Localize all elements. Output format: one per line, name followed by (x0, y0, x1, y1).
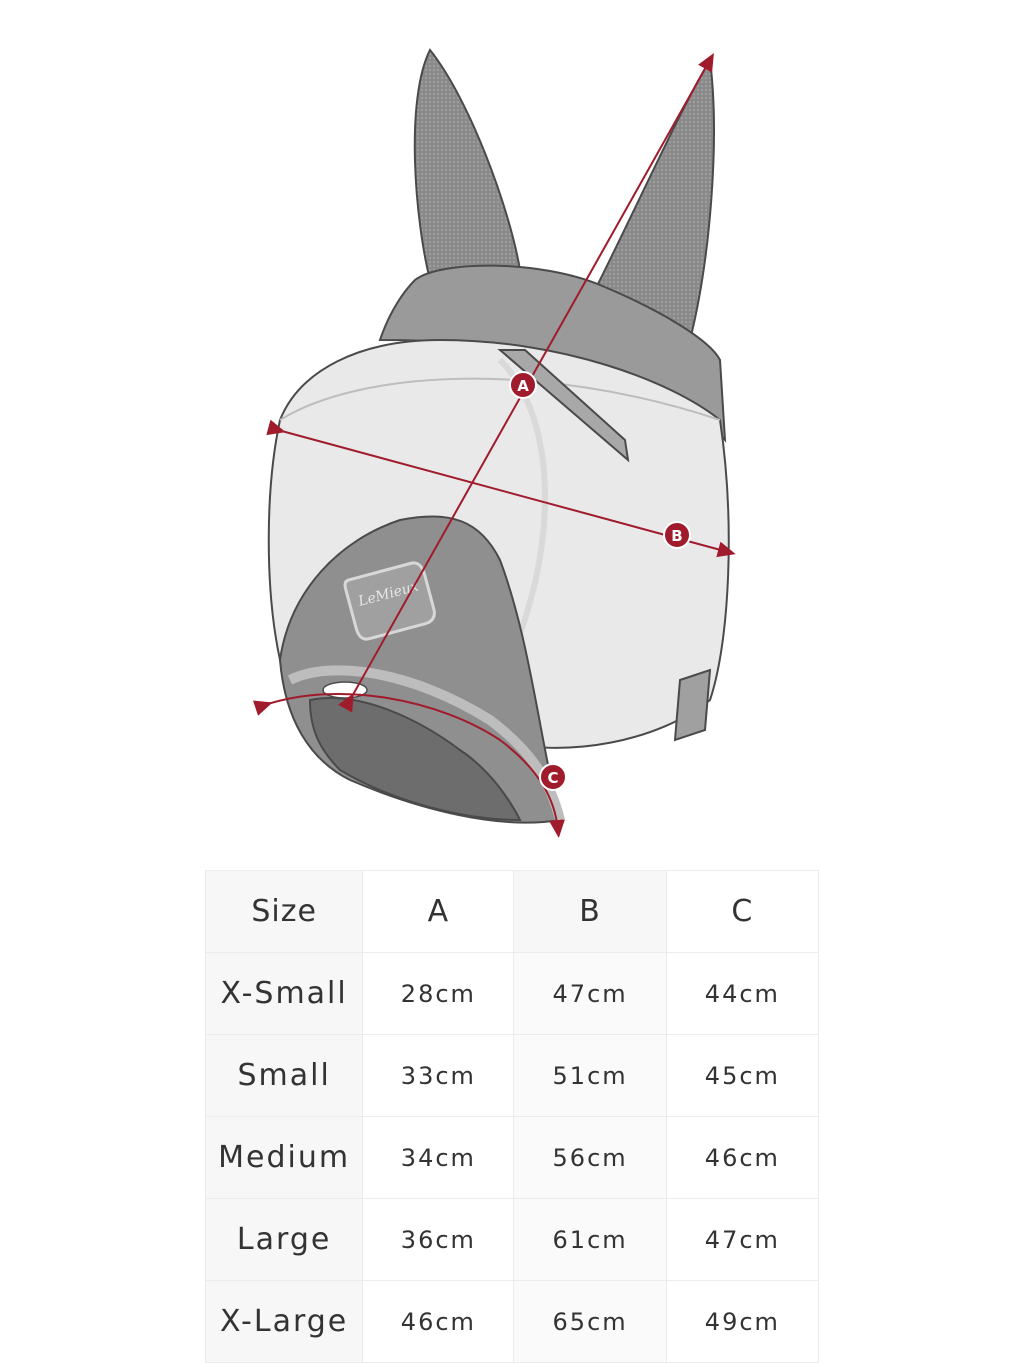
table-row (206, 953, 819, 1035)
svg-text:A: A (517, 377, 529, 395)
brand-logo-text: LeMieux (356, 578, 421, 610)
measure-c-cell: 47cm (666, 1199, 818, 1281)
size-cell: X-Small (206, 953, 363, 1035)
fly-mask-measurement-diagram (240, 40, 760, 840)
table-row (206, 1117, 819, 1199)
measure-a-cell: 46cm (363, 1281, 514, 1363)
measure-a-cell: 33cm (363, 1035, 514, 1117)
marker-b (664, 522, 690, 548)
measure-b-cell: 61cm (514, 1199, 666, 1281)
size-cell: X-Large (206, 1281, 363, 1363)
size-cell: Small (206, 1035, 363, 1117)
measure-a-cell: 34cm (363, 1117, 514, 1199)
measure-a-cell: 36cm (363, 1199, 514, 1281)
header-b: B (514, 871, 666, 953)
table-row (206, 1281, 819, 1363)
svg-text:B: B (671, 527, 683, 545)
table-header-row (206, 871, 819, 953)
measure-b-cell: 56cm (514, 1117, 666, 1199)
measure-b-cell: 47cm (514, 953, 666, 1035)
left-ear (415, 50, 520, 280)
header-c: C (666, 871, 818, 953)
measure-c-cell: 46cm (666, 1117, 818, 1199)
header-a: A (363, 871, 514, 953)
marker-c (540, 764, 566, 790)
measure-a-cell: 28cm (363, 953, 514, 1035)
measure-b-cell: 65cm (514, 1281, 666, 1363)
table-row (206, 1199, 819, 1281)
measure-c-cell: 45cm (666, 1035, 818, 1117)
header-size: Size (206, 871, 363, 953)
svg-text:C: C (547, 769, 559, 787)
table-row (206, 1035, 819, 1117)
size-cell: Medium (206, 1117, 363, 1199)
measure-c-cell: 49cm (666, 1281, 818, 1363)
measure-b-cell: 51cm (514, 1035, 666, 1117)
size-chart-table (205, 870, 819, 1363)
measure-c-cell: 44cm (666, 953, 818, 1035)
size-cell: Large (206, 1199, 363, 1281)
marker-a (510, 372, 536, 398)
